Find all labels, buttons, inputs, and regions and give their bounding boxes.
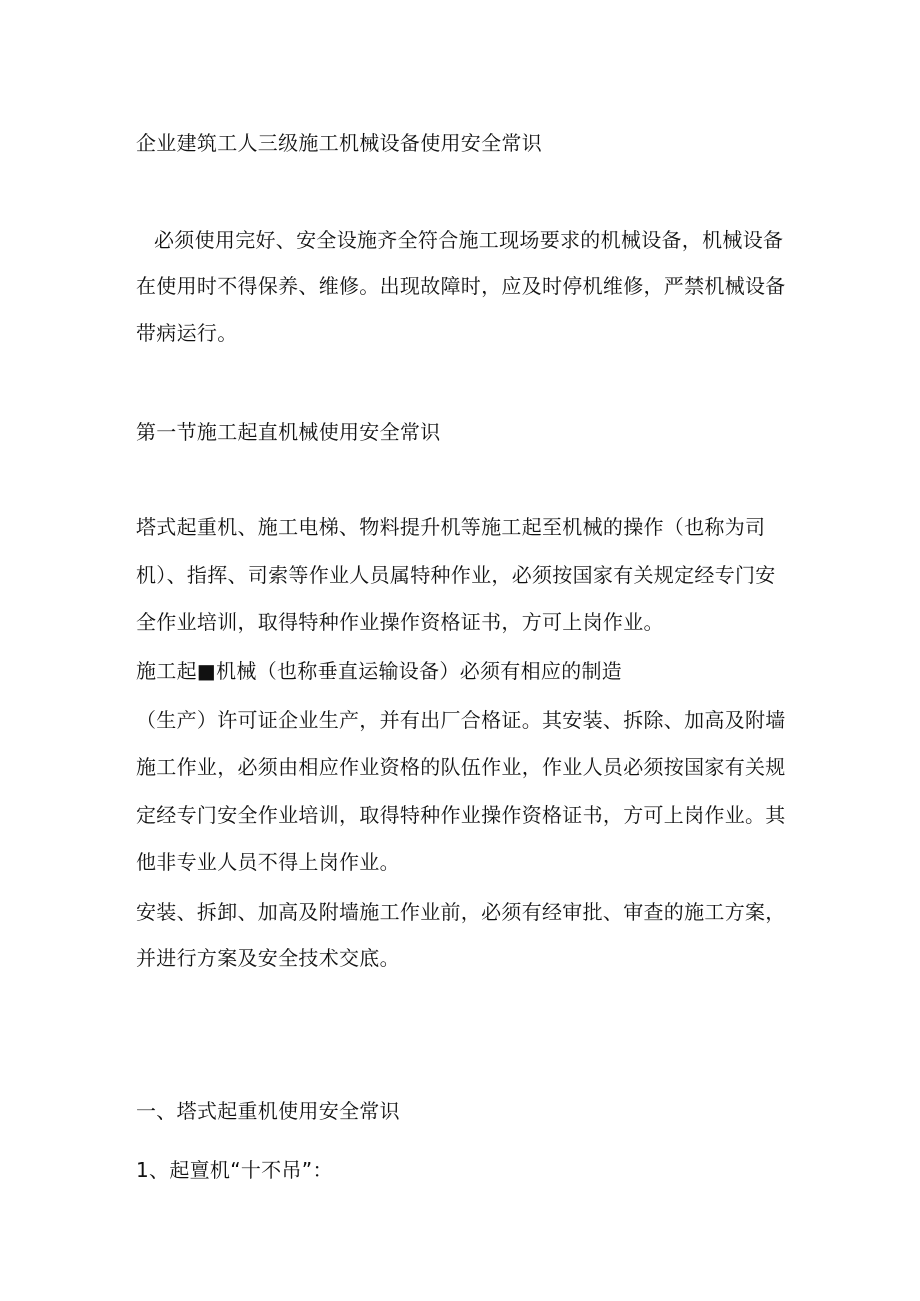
para1-line-3: 全作业培训，取得特种作业操作资格证书，方可上岗作业。	[136, 610, 664, 634]
para3-line-1: 安装、拆卸、加高及附墙施工作业前，必须有经审批、审查的施工方案，	[136, 900, 786, 924]
subsection-title: 一、塔式起重机使用安全常识	[136, 1099, 400, 1123]
para2-line-5: 他非专业人员不得上岗作业。	[136, 850, 400, 874]
para2-line-1: 施工起■机械（也称垂直运输设备）必须有相应的制造	[136, 659, 623, 683]
para2-line-2: （生产）许可证企业生产，并有出厂合格证。其安装、拆除、加高及附墙	[136, 708, 786, 732]
para2-line-4: 定经专门安全作业培训，取得特种作业操作资格证书，方可上岗作业。其	[136, 803, 786, 827]
para1-line-2: 机）、指挥、司索等作业人员属特种作业，必须按国家有关规定经专门安	[136, 563, 776, 587]
intro-line-3: 带病运行。	[136, 321, 238, 345]
para1-line-1: 塔式起重机、施工电梯、物料提升机等施工起至机械的操作（也称为司	[136, 515, 766, 539]
intro-line-1: 必须使用完好、安全设施齐全符合施工现场要求的机械设备，机械设备	[154, 228, 784, 252]
para2-line-3: 施工作业，必须由相应作业资格的队伍作业，作业人员必须按国家有关规	[136, 755, 786, 779]
para3-line-2: 并进行方案及安全技术交底。	[136, 946, 400, 970]
intro-line-2: 在使用时不得保养、维修。出现故障时，应及时停机维修，严禁机械设备	[136, 274, 786, 298]
section-title: 第一节施工起直机械使用安全常识	[136, 420, 441, 444]
list-item-1: 1、起亶机“十不吊”：	[136, 1158, 333, 1182]
document-title: 企业建筑工人三级施工机械设备使用安全常识	[136, 131, 542, 155]
